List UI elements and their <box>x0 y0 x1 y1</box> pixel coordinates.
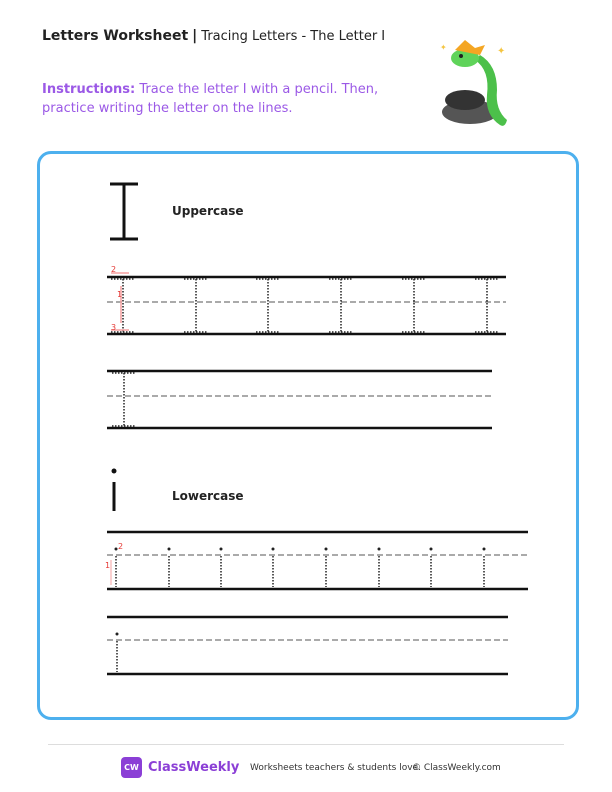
stroke-hints <box>105 265 129 585</box>
brand-name: ClassWeekly <box>148 760 240 775</box>
traceable-lowercase-i-dot <box>272 548 275 551</box>
header-separator: | <box>192 28 198 44</box>
stroke-number: 2 <box>111 265 117 274</box>
svg-text:✦: ✦ <box>497 46 506 57</box>
footer-divider <box>48 744 564 745</box>
traceable-lowercase-i-dot <box>325 548 328 551</box>
instructions-text: Trace the letter I with a pencil. Then, practice writing the letter on the lines. <box>42 82 379 116</box>
stroke-number: 1 <box>105 561 111 570</box>
instructions-label: Instructions: <box>42 82 136 97</box>
traceable-lowercase-i-dot <box>168 548 171 551</box>
traceable-lowercase-i-dot <box>430 548 433 551</box>
traceable-lowercase-i-dot <box>220 548 223 551</box>
stroke-number: 2 <box>118 542 124 551</box>
worksheet-title: Letters Worksheet <box>42 28 189 44</box>
classweekly-logo: CW <box>121 757 142 778</box>
lowercase-glyph-icon <box>112 469 117 512</box>
stroke-number: 1 <box>117 290 123 299</box>
lowercase-label: Lowercase <box>172 489 244 503</box>
svg-text:✦: ✦ <box>440 43 447 52</box>
footer-copyright: © ClassWeekly.com <box>412 763 501 773</box>
uppercase-glyph-icon <box>110 184 138 239</box>
traceable-lowercase-i-dot <box>116 633 119 636</box>
stroke-number: 3 <box>111 323 117 332</box>
traceable-lowercase-i-dot <box>378 548 381 551</box>
traceable-lowercase-i-dot <box>483 548 486 551</box>
worksheet-subtitle: Tracing Letters - The Letter I <box>201 29 386 44</box>
uppercase-label: Uppercase <box>172 204 244 218</box>
footer-tagline: Worksheets teachers & students love. <box>250 763 421 773</box>
